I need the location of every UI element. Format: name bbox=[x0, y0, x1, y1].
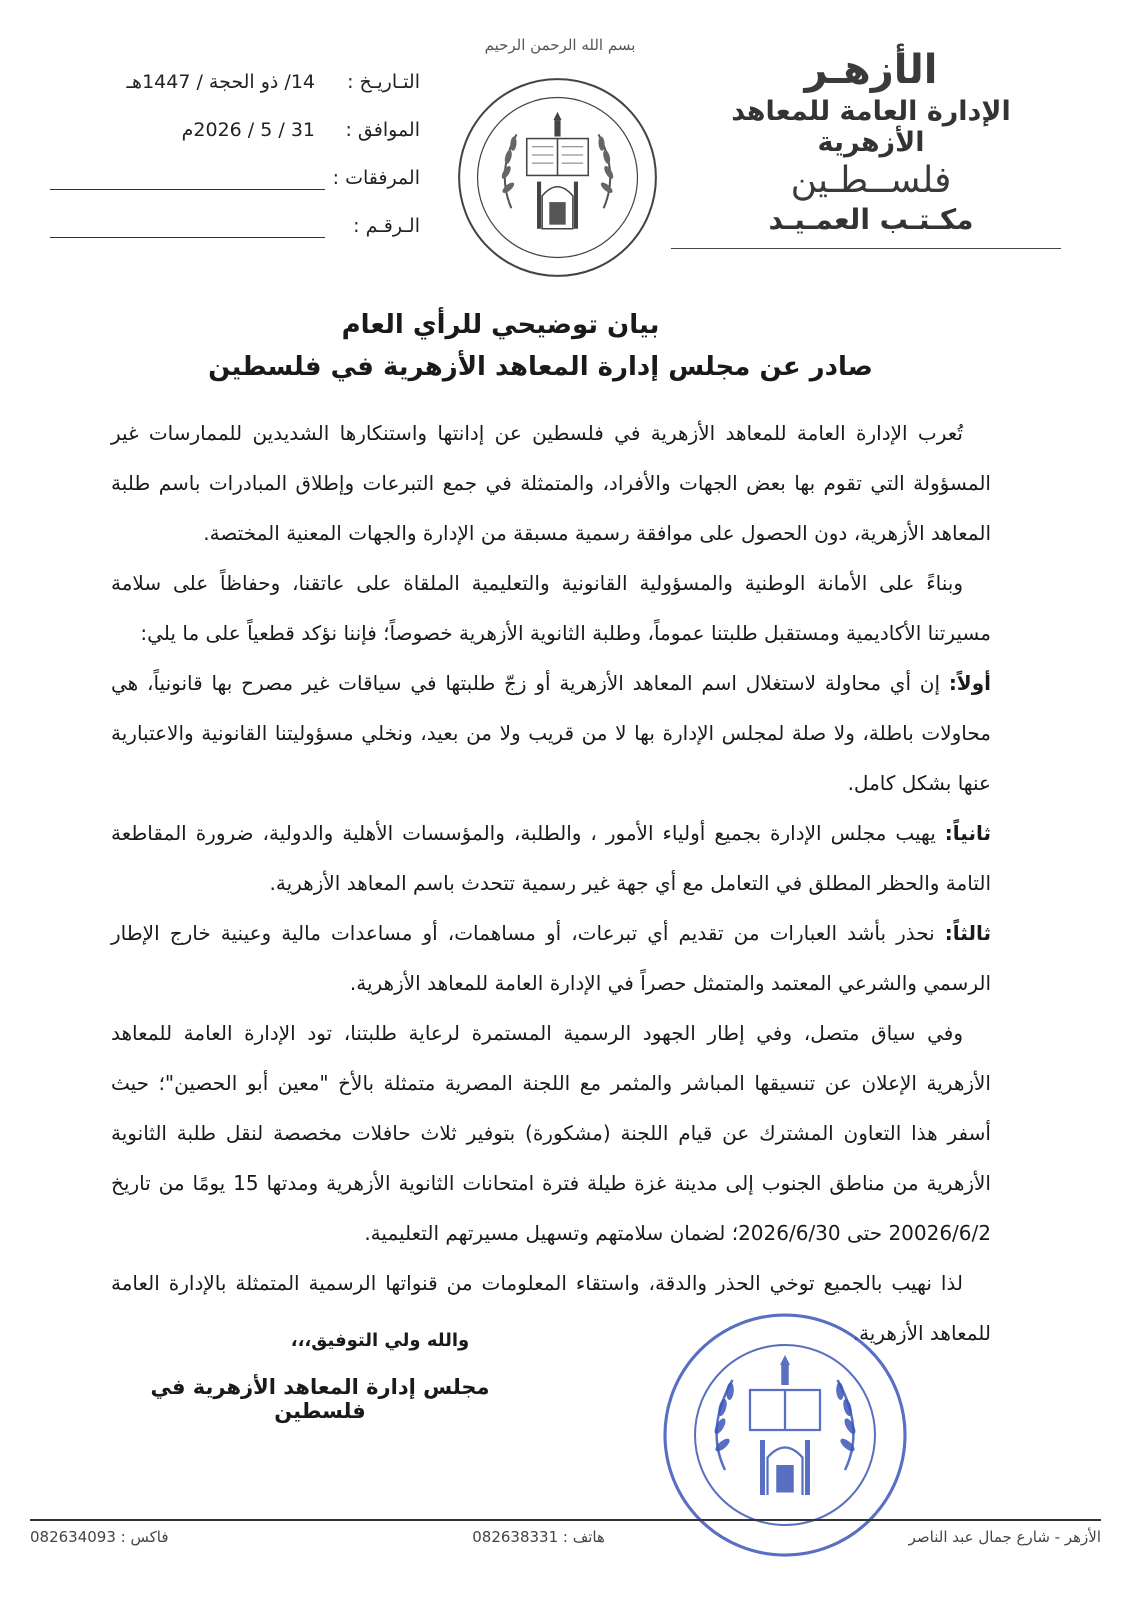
closing-block bbox=[110, 1330, 530, 1423]
paragraph-first-point bbox=[111, 658, 991, 808]
paragraph-appeal: لذا نهيب بالجميع توخي الحذر والدقة، واستقاء المعلومات من قنواتها الرسمية المتمثلة بالإدارة العامة للمعاهد الأزهرية. bbox=[111, 1271, 991, 1345]
second-point-label: ثانياً: bbox=[944, 821, 991, 845]
date-row bbox=[50, 58, 420, 106]
paragraph-third-point bbox=[111, 908, 991, 1008]
paragraph-basis: وبناءً على الأمانة الوطنية والمسؤولية القانونية والتعليمية الملقاة على عاتقنا، وحفاظاً على سلامة مسيرتنا الأكاديمية ومستقبل طلبتنا عموماً، وطلبة الثانوية الأزهرية خصوصاً؛ فإننا نؤكد قطعياً على ما يلي: bbox=[111, 571, 991, 645]
agree-row bbox=[50, 106, 420, 154]
third-point-text: نحذر بأشد العبارات من تقديم أي تبرعات، أو مساهمات، أو مساعدات مالية وعينية خارج الإطار الرسمي والشرعي المعتمد والمتمثل حصراً في الإدارة العامة للمعاهد الأزهرية. bbox=[111, 921, 991, 995]
reference-blank-line bbox=[50, 215, 325, 238]
footer-fax: فاكس : 082634093 bbox=[30, 1528, 169, 1546]
letterhead-divider bbox=[671, 248, 1061, 249]
org-admin: الإدارة العامة للمعاهد الأزهرية bbox=[731, 96, 1011, 158]
agree-value: 31 / 5 / 2026م bbox=[181, 119, 315, 141]
first-point-text: إن أي محاولة لاستغلال اسم المعاهد الأزهرية أو زجّ طلبتها في سياقات غير مصرح بها قانونياً، هي محاولات باطلة، ولا صلة لمجلس الإدارة بها لا من قريب ولا من بعيد، ونخلي مسؤوليتنا القانونية والاعتبارية عنها بشكل كامل. bbox=[111, 671, 991, 795]
attachments-blank-line bbox=[50, 167, 325, 190]
official-blue-stamp bbox=[660, 1310, 910, 1560]
date-value: 14/ ذو الحجة / 1447هـ bbox=[126, 71, 315, 93]
second-point-text: يهيب مجلس الإدارة بجميع أولياء الأمور ، والطلبة، والمؤسسات الأهلية والدولية، ضرورة المقاطعة التامة والحظر المطلق في التعامل مع أي جهة غير رسمية تتحدث باسم المعاهد الأزهرية. bbox=[111, 821, 991, 895]
third-point-label: ثالثاً: bbox=[944, 921, 991, 945]
closing-blessing: والله ولي التوفيق،،، bbox=[290, 1330, 470, 1351]
paragraph-intro: تُعرب الإدارة العامة للمعاهد الأزهرية في فلسطين عن إدانتها واستنكارها الشديدين للممارسات غير المسؤولة التي تقوم بها بعض الجهات والأفراد، والمتمثلة في جمع التبرعات وإطلاق المبادرات باسم طلبة المعاهد الأزهرية، دون الحصول على موافقة رسمية مسبقة من الإدارة والجهات المعنية المختصة. bbox=[111, 421, 991, 545]
paragraph-coordination: وفي سياق متصل، وفي إطار الجهود الرسمية المستمرة لرعاية طلبتنا، تود الإدارة العامة للمعاهد الأزهرية الإعلان عن تنسيقها المباشر والمثمر مع اللجنة المصرية متمثلة بالأخ "معين أبو الحصين"؛ حيث أسفر هذا التعاون المشترك عن قيام اللجنة (مشكورة) بتوفير ثلاث حافلات مخصصة لنقل طلبة الثانوية الأزهرية من مناطق الجنوب إلى مدينة غزة طيلة فترة امتحانات الثانوية الأزهرية ومدتها 15 يومًا من تاريخ 20026/6/2 حتى 2026/6/30؛ لضمان سلامتهم وتسهيل مسيرتهم التعليمية. bbox=[111, 1021, 991, 1245]
org-office: مكـتـب العمـيـد bbox=[768, 203, 974, 236]
first-point-label: أولاً: bbox=[948, 671, 991, 695]
attachments-label: المرفقات : bbox=[332, 167, 420, 189]
letter-meta bbox=[50, 58, 420, 250]
title-line-1: بيان توضيحي للرأي العام bbox=[341, 310, 660, 340]
title-line-2: صادر عن مجلس إدارة المعاهد الأزهرية في فلسطين bbox=[208, 352, 873, 382]
statement-title bbox=[0, 304, 1131, 388]
attachments-row bbox=[50, 154, 420, 202]
footer-address: الأزهر - شارع جمال عبد الناصر bbox=[908, 1528, 1101, 1546]
statement-body bbox=[111, 408, 991, 1358]
footer-divider bbox=[30, 1519, 1101, 1521]
footer-phone: هاتف : 082638331 bbox=[472, 1528, 605, 1546]
agree-label: الموافق : bbox=[345, 119, 420, 141]
basmala: بسم الله الرحمن الرحيم bbox=[484, 36, 636, 54]
azhar-seal-logo bbox=[455, 75, 660, 280]
paragraph-second-point bbox=[111, 808, 991, 908]
signature-line: مجلس إدارة المعاهد الأزهرية في فلسطين bbox=[150, 1375, 490, 1423]
org-main: الأزهـر bbox=[804, 47, 938, 93]
footer bbox=[30, 1528, 1101, 1546]
reference-row bbox=[50, 202, 420, 250]
date-label: التـاريـخ : bbox=[347, 71, 420, 93]
letterhead bbox=[691, 48, 1051, 236]
org-country: فلســطـين bbox=[790, 160, 952, 201]
reference-label: الـرقـم : bbox=[353, 215, 420, 237]
